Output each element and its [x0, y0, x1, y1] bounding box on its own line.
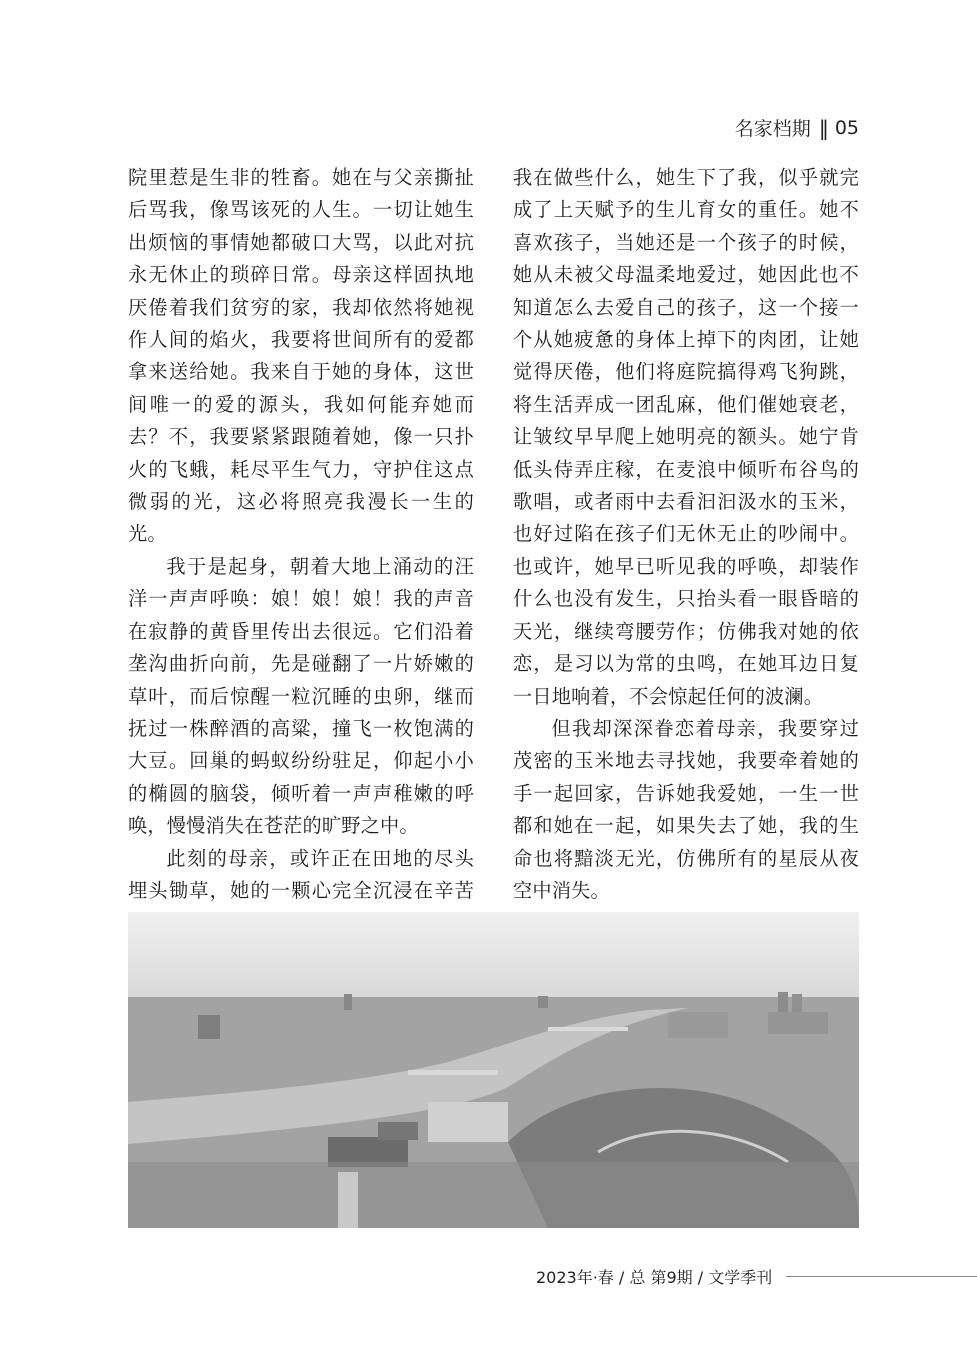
- page-number: 05: [834, 116, 859, 139]
- paragraph: 我在做些什么，她生下了我，似乎就完成了上天赋予的生儿育女的重任。她不喜欢孩子，当她还是一个孩子的时候，她从未被父母温柔地爱过，她因此也不知道怎么去爱自己的孩子，这一个接一个从她疲惫的身体上掉下的肉团，让她觉得厌倦，他们将庭院搞得鸡飞狗跳，将生活弄成一团乱麻，他们催她衰老，让皱纹早早爬上她明亮的额头。她宁肯低头侍弄庄稼，在麦浪中倾听布谷鸟的歌唱，或者雨中去看汩汩汲水的玉米，也好过陷在孩子们无休无止的吵闹中。也或许，她早已听见我的呼唤，却装作什么也没有发生，只抬头看一眼昏暗的天光，继续弯腰劳作；仿佛我对她的依恋，是习以为常的虫鸣，在她耳边日复一日地响着，不会惊起任何的波澜。: [513, 166, 859, 708]
- left-column: [128, 162, 474, 972]
- paragraph: 院里惹是生非的牲畜。她在与父亲撕扯后骂我，像骂该死的人生。一切让她生出烦恼的事情她都破口大骂，以此对抗永无休止的琐碎日常。母亲这样固执地厌倦着我们贫穷的家，我却依然将她视作人间的焰火，我要将世间所有的爱都拿来送给她。我来自于她的身体，这世间唯一的爱的源头，我如何能弃她而去？不，我要紧紧跟随着她，像一只扑火的飞蛾，耗尽平生气力，守护住这点微弱的光，这必将照亮我漫长一生的光。: [128, 166, 474, 546]
- aerial-city-photo: [128, 912, 859, 1228]
- section-title: 名家档期: [734, 118, 811, 140]
- paragraph: 此刻的母亲，或许正在田地的尽头埋头锄草，她的一颗心完全沉浸在辛苦: [128, 846, 474, 902]
- issue-info: 2023年·春 / 总 第9期 / 文学季刊: [536, 1268, 773, 1287]
- header-separator: ‖: [818, 115, 827, 140]
- right-column: [513, 162, 859, 1005]
- footer-rule: [786, 1276, 977, 1277]
- aerial-city-illustration: [128, 912, 859, 1228]
- page-header: [735, 114, 859, 141]
- paragraph: 我于是起身，朝着大地上涌动的汪洋一声声呼唤：娘！娘！娘！我的声音在寂静的黄昏里传出去很远。它们沿着垄沟曲折向前，先是碰翻了一片娇嫩的草叶，而后惊醒一粒沉睡的虫卵，继而抚过一株醉酒的高粱，撞飞一枚饱满的大豆。回巢的蚂蚁纷纷驻足，仰起小小的椭圆的脑袋，倾听着一声声稚嫩的呼唤，慢慢消失在苍茫的旷野之中。: [128, 554, 474, 838]
- paragraph: 但我却深深眷恋着母亲，我要穿过茂密的玉米地去寻找她，我要牵着她的手一起回家，告诉她我爱她，一生一世都和她在一起，如果失去了她，我的生命也将黯淡无光，仿佛所有的星辰从夜空中消失。: [513, 716, 859, 902]
- page-footer: [536, 1265, 977, 1288]
- sky: [128, 912, 859, 1007]
